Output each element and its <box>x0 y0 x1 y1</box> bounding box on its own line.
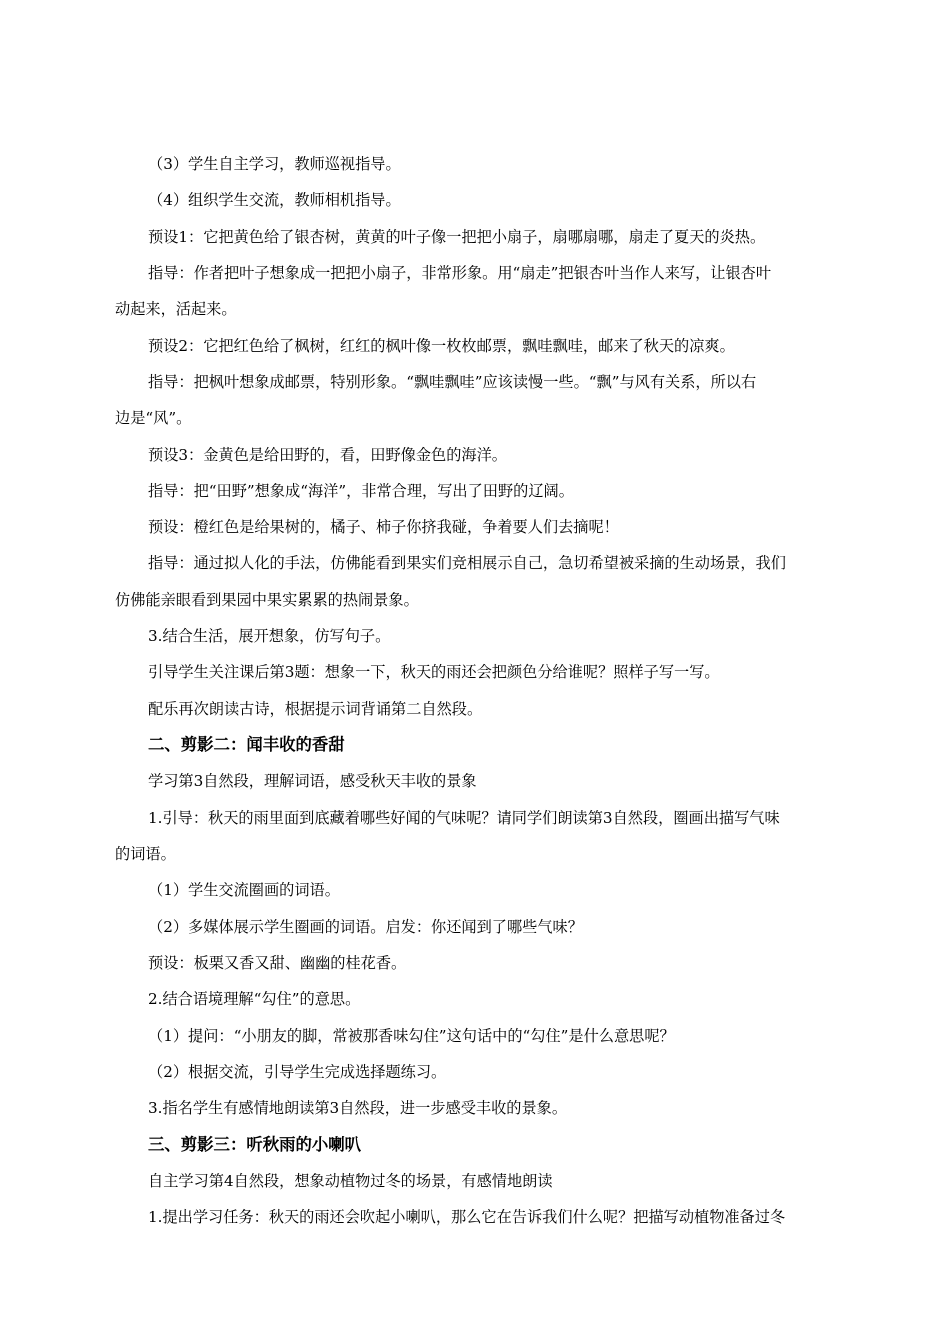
paragraph-line: （4）组织学生交流，教师相机指导。 <box>148 191 401 209</box>
paragraph-line: 动起来，活起来。 <box>115 300 237 318</box>
paragraph-line: 边是“风”。 <box>115 409 192 427</box>
paragraph-line: 配乐再次朗读古诗，根据提示词背诵第二自然段。 <box>148 700 483 718</box>
paragraph-line: 预设：橙红色是给果树的，橘子、柿子你挤我碰，争着要人们去摘呢！ <box>148 518 619 536</box>
paragraph-line: 3.结合生活，展开想象，仿写句子。 <box>148 627 391 645</box>
paragraph-line: 2.结合语境理解“勾住”的意思。 <box>148 990 361 1008</box>
paragraph-line: （2）根据交流，引导学生完成选择题练习。 <box>148 1063 447 1081</box>
paragraph-line: 指导：把“田野”想象成“海洋”，非常合理，写出了田野的辽阔。 <box>148 482 574 500</box>
paragraph-line: （1）提问：“小朋友的脚，常被那香味勾住”这句话中的“勾住”是什么意思呢？ <box>148 1027 675 1045</box>
paragraph-line: 预设3：金黄色是给田野的，看，田野像金色的海洋。 <box>148 446 507 464</box>
paragraph-line: （1）学生交流圈画的词语。 <box>148 881 340 899</box>
paragraph-line: 3.指名学生有感情地朗读第3自然段，进一步感受丰收的景象。 <box>148 1099 568 1117</box>
paragraph-line: 指导：作者把叶子想象成一把把小扇子，非常形象。用“扇走”把银杏叶当作人来写，让银杏叶 <box>148 264 772 282</box>
paragraph-line: 学习第3自然段，理解词语，感受秋天丰收的景象 <box>148 772 477 790</box>
paragraph-line: 预设：板栗又香又甜、幽幽的桂花香。 <box>148 954 407 972</box>
paragraph-line: 指导：通过拟人化的手法，仿佛能看到果实们竞相展示自己，急切希望被采摘的生动场景，我们 <box>148 554 786 572</box>
paragraph-line: 预设2：它把红色给了枫树，红红的枫叶像一枚枚邮票，飘哇飘哇，邮来了秋天的凉爽。 <box>148 337 735 355</box>
paragraph-line: （3）学生自主学习，教师巡视指导。 <box>148 155 401 173</box>
section-heading: 二、剪影二：闻丰收的香甜 <box>148 735 345 754</box>
section-heading: 三、剪影三：听秋雨的小喇叭 <box>148 1135 362 1154</box>
paragraph-line: 仿佛能亲眼看到果园中果实累累的热闹景象。 <box>115 591 419 609</box>
paragraph-line: 1.提出学习任务：秋天的雨还会吹起小喇叭，那么它在告诉我们什么呢？把描写动植物准备过冬 <box>148 1208 786 1226</box>
paragraph-line: 1.引导：秋天的雨里面到底藏着哪些好闻的气味呢？请同学们朗读第3自然段，圈画出描写气味 <box>148 809 780 827</box>
paragraph-line: 自主学习第4自然段，想象动植物过冬的场景，有感情地朗读 <box>148 1172 553 1190</box>
paragraph-line: 的词语。 <box>115 845 176 863</box>
paragraph-line: 引导学生关注课后第3题：想象一下，秋天的雨还会把颜色分给谁呢？照样子写一写。 <box>148 663 720 681</box>
paragraph-line: 预设1：它把黄色给了银杏树，黄黄的叶子像一把把小扇子，扇哪扇哪，扇走了夏天的炎热。 <box>148 228 766 246</box>
paragraph-line: （2）多媒体展示学生圈画的词语。启发：你还闻到了哪些气味？ <box>148 918 583 936</box>
paragraph-line: 指导：把枫叶想象成邮票，特别形象。“飘哇飘哇”应该读慢一些。“飘”与风有关系，所以右 <box>148 373 757 391</box>
